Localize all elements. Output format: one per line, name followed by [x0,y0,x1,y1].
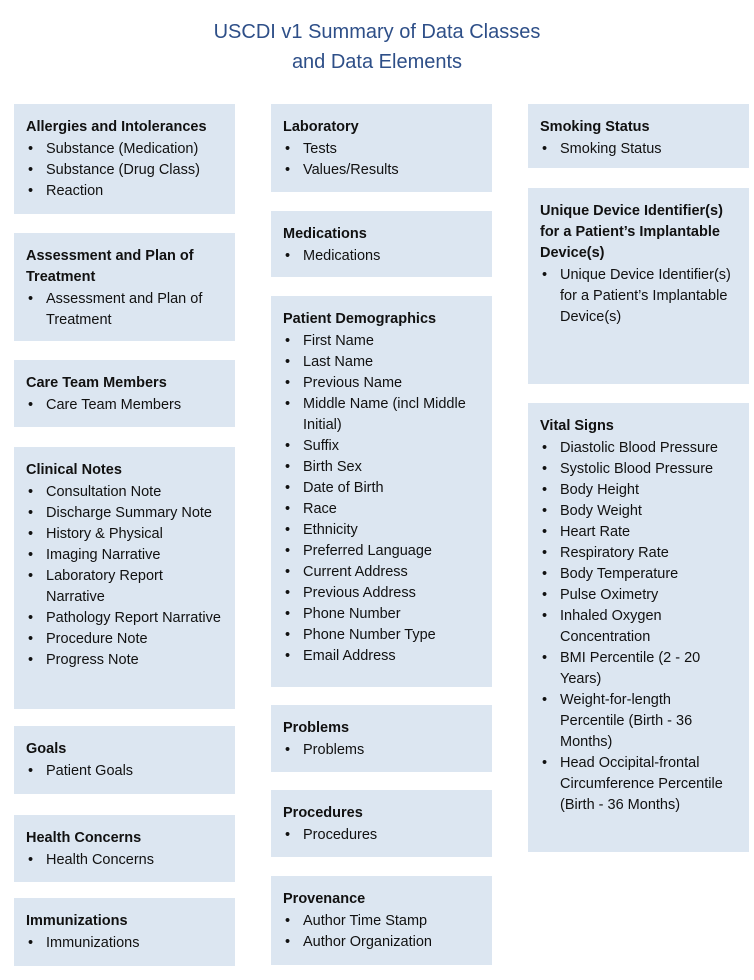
bullet-icon: • [28,852,34,868]
data-element-label: Phone Number [303,606,401,622]
data-element-list [283,246,482,267]
data-element-label: Middle Name (incl Middle Initial) [303,396,466,433]
bullet-icon: • [28,162,34,178]
data-element-label: Pathology Report Narrative [46,610,221,626]
data-element-item [26,289,225,331]
data-class-card [271,104,492,192]
data-element-item [540,690,739,753]
data-element-item [540,564,739,585]
data-element-label: Author Time Stamp [303,913,428,929]
data-class-card [14,447,235,709]
bullet-icon: • [285,606,291,622]
data-class-heading: Medications [283,226,367,242]
bullet-icon: • [542,267,548,283]
data-class-card [528,188,749,384]
data-element-item [283,499,482,520]
bullet-icon: • [285,141,291,157]
data-class-heading: Assessment and Plan of Treatment [26,248,194,285]
data-element-label: Assessment and Plan of Treatment [46,291,203,328]
bullet-icon: • [285,742,291,758]
data-element-label: Author Organization [303,934,432,950]
data-class-heading: Vital Signs [540,418,614,434]
data-element-list [283,740,482,761]
bullet-icon: • [28,526,34,542]
data-element-item [283,394,482,436]
data-element-item [540,139,739,160]
data-element-label: Weight-for-length Percentile (Birth - 36 Months) [560,692,693,750]
data-element-item [26,545,225,566]
data-element-item [283,541,482,562]
bullet-icon: • [285,543,291,559]
data-element-label: History & Physical [46,526,163,542]
data-element-label: Birth Sex [303,459,362,475]
data-element-list [283,911,482,953]
data-element-item [26,650,225,671]
data-element-item [283,625,482,646]
data-class-heading: Problems [283,720,350,736]
bullet-icon: • [285,501,291,517]
data-element-item [283,436,482,457]
data-class-heading: Provenance [283,891,366,907]
data-element-item [283,562,482,583]
data-element-label: BMI Percentile (2 - 20 Years) [560,650,701,687]
data-element-list [26,850,225,871]
bullet-icon: • [285,522,291,538]
bullet-icon: • [285,585,291,601]
data-element-item [283,520,482,541]
data-element-label: Consultation Note [46,484,162,500]
data-element-item [26,524,225,545]
data-element-label: Current Address [303,564,408,580]
data-class-heading: Smoking Status [540,119,650,135]
data-element-label: Pulse Oximetry [560,587,659,603]
data-class-card [14,815,235,882]
data-element-item [540,753,739,816]
data-element-label: Tests [303,141,337,157]
bullet-icon: • [28,547,34,563]
data-element-item [26,629,225,650]
data-element-label: Discharge Summary Note [46,505,212,521]
bullet-icon: • [542,141,548,157]
data-element-item [26,761,225,782]
data-element-label: Head Occipital-frontal Circumference Percentile (Birth - 36 Months) [560,755,723,813]
data-class-card [271,296,492,687]
bullet-icon: • [285,438,291,454]
data-class-heading: Health Concerns [26,830,142,846]
data-element-label: Values/Results [303,162,399,178]
data-element-label: Unique Device Identifier(s) for a Patient’s Implantable Device(s) [560,267,731,325]
bullet-icon: • [542,524,548,540]
data-element-item [283,373,482,394]
data-element-item [283,331,482,352]
data-element-item [26,395,225,416]
data-element-label: Heart Rate [560,524,631,540]
bullet-icon: • [28,935,34,951]
bullet-icon: • [285,827,291,843]
bullet-icon: • [285,648,291,664]
data-class-card [528,104,749,168]
data-element-item [283,646,482,667]
data-element-item [283,825,482,846]
data-element-label: Care Team Members [46,397,182,413]
data-element-item [283,604,482,625]
data-element-label: Reaction [46,183,104,199]
data-element-list [283,139,482,181]
data-class-card [14,104,235,214]
data-element-list [26,482,225,671]
data-element-item [540,438,739,459]
bullet-icon: • [542,692,548,708]
data-element-list [26,139,225,202]
data-element-item [26,181,225,202]
data-element-item [283,911,482,932]
data-element-item [540,606,739,648]
data-element-label: Body Weight [560,503,642,519]
bullet-icon: • [28,291,34,307]
data-element-list [26,761,225,782]
data-element-list [540,265,739,328]
data-element-list [540,139,739,160]
data-element-item [540,480,739,501]
data-element-item [540,522,739,543]
data-element-item [283,932,482,953]
data-class-card [14,360,235,427]
data-element-item [26,608,225,629]
data-class-heading: Immunizations [26,913,128,929]
bullet-icon: • [28,631,34,647]
data-element-label: Suffix [303,438,340,454]
bullet-icon: • [28,141,34,157]
data-element-label: Problems [303,742,365,758]
bullet-icon: • [542,650,548,666]
data-element-item [26,850,225,871]
data-class-heading: Procedures [283,805,363,821]
bullet-icon: • [28,568,34,584]
data-element-label: Medications [303,248,381,264]
data-element-label: Substance (Medication) [46,141,199,157]
data-class-heading: Goals [26,741,67,757]
bullet-icon: • [28,652,34,668]
data-element-list [26,395,225,416]
data-element-label: Body Temperature [560,566,679,582]
data-element-label: Smoking Status [560,141,662,157]
bullet-icon: • [542,755,548,771]
data-element-item [283,246,482,267]
title-line-2: and Data Elements [291,51,463,73]
data-element-item [26,482,225,503]
data-class-card [271,211,492,277]
data-class-card [271,790,492,857]
bullet-icon: • [28,484,34,500]
data-element-item [26,503,225,524]
data-class-card [14,898,235,966]
data-element-item [283,457,482,478]
page-title [0,17,754,77]
bullet-icon: • [542,461,548,477]
data-element-item [540,585,739,606]
data-class-heading: Laboratory [283,119,359,135]
data-class-card [271,705,492,772]
data-element-item [540,648,739,690]
bullet-icon: • [542,503,548,519]
bullet-icon: • [285,913,291,929]
data-class-card [14,233,235,341]
data-element-item [283,160,482,181]
bullet-icon: • [285,396,291,412]
bullet-icon: • [285,564,291,580]
data-class-heading: Care Team Members [26,375,167,391]
bullet-icon: • [28,763,34,779]
data-element-label: Procedure Note [46,631,148,647]
data-element-label: Respiratory Rate [560,545,669,561]
bullet-icon: • [285,480,291,496]
data-element-label: Health Concerns [46,852,154,868]
data-element-item [283,740,482,761]
bullet-icon: • [542,608,548,624]
data-class-heading: Patient Demographics [283,311,437,327]
data-element-label: Laboratory Report Narrative [46,568,163,605]
data-element-item [26,160,225,181]
bullet-icon: • [285,934,291,950]
bullet-icon: • [28,397,34,413]
data-element-list [283,825,482,846]
data-element-label: Inhaled Oxygen Concentration [560,608,662,645]
data-class-card [14,726,235,794]
data-element-label: Substance (Drug Class) [46,162,200,178]
data-element-label: Procedures [303,827,378,843]
data-element-item [540,543,739,564]
data-element-item [283,478,482,499]
data-class-card [271,876,492,965]
data-element-label: Progress Note [46,652,139,668]
bullet-icon: • [285,627,291,643]
data-element-label: Last Name [303,354,374,370]
data-class-card [528,403,749,852]
data-element-label: Imaging Narrative [46,547,161,563]
data-element-item [26,933,225,954]
data-element-list [283,331,482,667]
data-element-label: Email Address [303,648,396,664]
data-element-item [26,566,225,608]
bullet-icon: • [285,162,291,178]
bullet-icon: • [542,545,548,561]
data-class-heading: Unique Device Identifier(s) for a Patient’s Implantable Device(s) [540,203,723,261]
bullet-icon: • [542,482,548,498]
data-element-label: Body Height [560,482,639,498]
data-element-label: First Name [303,333,374,349]
data-element-list [26,933,225,954]
data-element-label: Diastolic Blood Pressure [560,440,718,456]
bullet-icon: • [285,375,291,391]
bullet-icon: • [285,333,291,349]
data-class-heading: Clinical Notes [26,462,122,478]
bullet-icon: • [28,610,34,626]
bullet-icon: • [28,505,34,521]
bullet-icon: • [542,440,548,456]
data-element-label: Previous Name [303,375,403,391]
data-element-item [540,501,739,522]
bullet-icon: • [542,587,548,603]
bullet-icon: • [285,248,291,264]
data-element-label: Date of Birth [303,480,384,496]
bullet-icon: • [285,354,291,370]
data-class-heading: Allergies and Intolerances [26,119,207,135]
data-element-list [540,438,739,816]
data-element-item [540,459,739,480]
data-element-label: Immunizations [46,935,140,951]
bullet-icon: • [28,183,34,199]
data-element-label: Previous Address [303,585,416,601]
data-element-item [283,352,482,373]
data-element-label: Systolic Blood Pressure [560,461,714,477]
data-element-label: Ethnicity [303,522,358,538]
bullet-icon: • [542,566,548,582]
bullet-icon: • [285,459,291,475]
data-element-label: Patient Goals [46,763,134,779]
data-element-label: Phone Number Type [303,627,436,643]
data-element-label: Race [303,501,337,517]
data-element-item [540,265,739,328]
data-element-label: Preferred Language [303,543,432,559]
data-element-item [26,139,225,160]
data-element-item [283,139,482,160]
title-line-1: USCDI v1 Summary of Data Classes [213,21,541,43]
data-element-list [26,289,225,331]
data-element-item [283,583,482,604]
